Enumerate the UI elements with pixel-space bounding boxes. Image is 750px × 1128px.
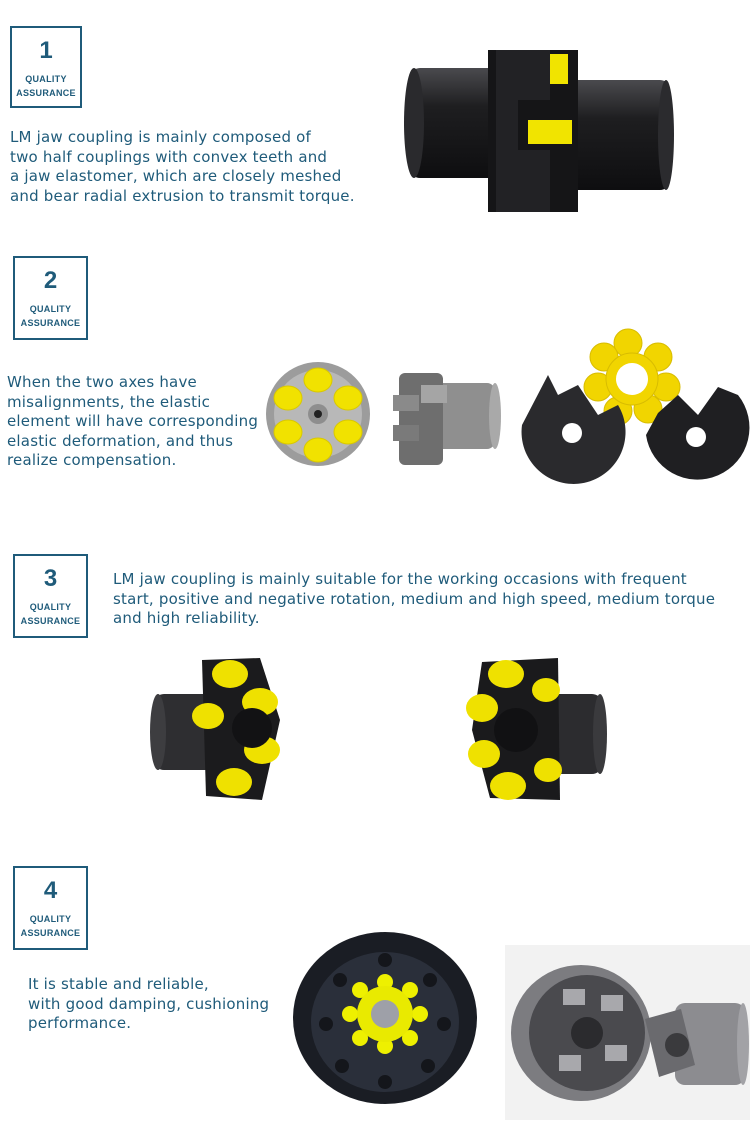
badge-number: 1 <box>39 37 53 64</box>
text-line: performance. <box>28 1014 132 1032</box>
quality-badge-1 <box>10 26 82 108</box>
badge-label-assurance: ASSURANCE <box>20 928 81 938</box>
section-4-text <box>28 975 269 1034</box>
badge-label-quality: QUALITY <box>29 914 72 924</box>
section-1-text <box>10 128 355 206</box>
badge-label-assurance: ASSURANCE <box>16 88 76 98</box>
steel-hub-with-spider-image <box>262 360 377 470</box>
text-line: element will have corresponding <box>7 412 259 430</box>
text-line: and bear radial extrusion to transmit torque. <box>10 186 355 205</box>
quality-badge-3 <box>13 554 88 638</box>
badge-label-quality: QUALITY <box>25 74 67 84</box>
badge-number: 2 <box>43 267 58 294</box>
text-line: start, positive and negative rotation, medium and high speed, medium torque <box>113 589 716 608</box>
half-coupling-right-image <box>462 650 607 810</box>
text-line: When the two axes have <box>7 373 197 391</box>
text-line: with good damping, cushioning <box>28 994 270 1013</box>
badge-label-assurance: ASSURANCE <box>20 318 81 328</box>
quality-badge-4 <box>13 866 88 950</box>
badge-label-assurance: ASSURANCE <box>20 616 81 626</box>
text-line: LM jaw coupling is mainly suitable for the working occasions with frequent <box>113 570 687 588</box>
badge-number: 4 <box>43 877 58 904</box>
quality-badge-2 <box>13 256 88 340</box>
steel-jaw-hub-image <box>385 355 505 470</box>
text-line: a jaw elastomer, which are closely meshed <box>10 167 342 185</box>
text-line: and high reliability. <box>113 609 260 627</box>
jaw-coupling-assembled-image <box>400 40 680 220</box>
section-3-text <box>113 570 715 629</box>
pin-bush-coupling-image <box>290 930 480 1105</box>
badge-number: 3 <box>43 565 58 592</box>
badge-label-quality: QUALITY <box>29 304 72 314</box>
black-hubs-with-yellow-spider-image <box>518 325 750 485</box>
text-line: two half couplings with convex teeth and <box>10 147 328 166</box>
section-2-text <box>7 373 258 471</box>
badge-label-quality: QUALITY <box>29 602 72 612</box>
steel-star-coupling-image <box>505 945 750 1120</box>
half-coupling-left-image <box>150 650 290 805</box>
text-line: realize compensation. <box>7 451 177 469</box>
text-line: LM jaw coupling is mainly composed of <box>10 128 312 146</box>
text-line: misalignments, the elastic <box>7 392 211 411</box>
text-line: It is stable and reliable, <box>28 975 209 993</box>
text-line: elastic deformation, and thus <box>7 431 234 450</box>
